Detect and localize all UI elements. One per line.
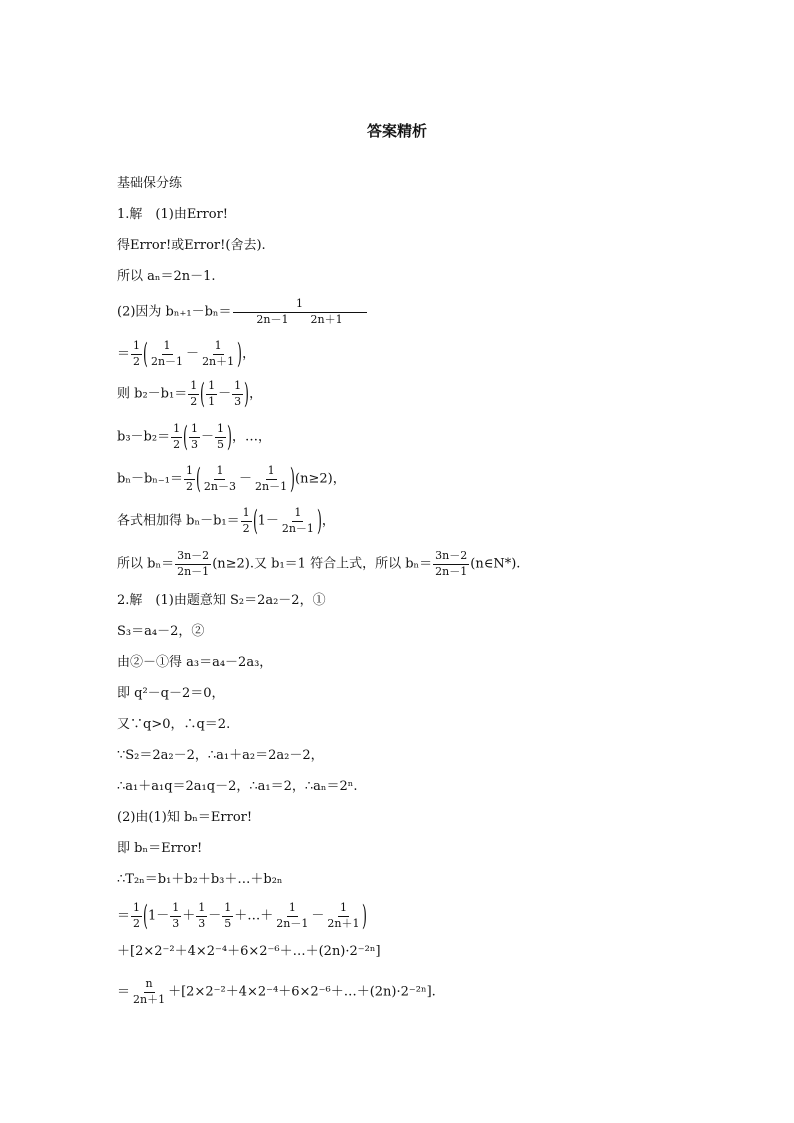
fraction-den: 2n－1 2n＋1 xyxy=(256,312,343,326)
p2-line12: ＋[2×2⁻²＋4×2⁻⁴＋6×2⁻⁶＋…＋(2n)·2⁻²ⁿ] xyxy=(117,944,381,959)
p2-line5: 又∵q>0，∴q＝2. xyxy=(117,717,231,732)
fraction-half: $\frac{1}{2}$ xyxy=(242,506,250,535)
fraction: $\frac{1}{2n-1}$ xyxy=(255,464,288,493)
p1-line6: 则 b₂－b₁＝ $\frac{1}{2}$ ( $\frac{1}{1}$ － $\frac{1}{3}$ )， xyxy=(117,377,263,411)
fraction: $\frac{1}{2n+1}$ xyxy=(327,901,360,930)
p2-line8: (2)由(1)知 bₙ＝Error! xyxy=(117,810,253,825)
fraction xyxy=(233,298,367,326)
fraction: $\frac{1}{2n-1}$ xyxy=(281,506,314,535)
p1-line10: 所以 bₙ＝ $\frac{3n-2}{2n-1}$ (n≥2).又 b₁＝1 符合上式，所以 bₙ＝ $\frac{3n-2}{2n-1}$ (n∈N*). xyxy=(117,549,521,578)
p1-line3: 所以 aₙ＝2n－1. xyxy=(117,269,216,284)
p2-line13: ＝ $\frac{n}{2n+1}$ ＋[2×2⁻²＋4×2⁻⁴＋6×2⁻⁶＋…＋(2n)·2⁻²ⁿ]. xyxy=(117,977,436,1006)
fraction: $\frac{1}{2n-3}$ xyxy=(203,464,236,493)
p1-intro: 1.解 (1)由Error! xyxy=(117,207,229,222)
fraction: $\frac{1}{2n-1}$ xyxy=(150,339,184,368)
fraction-half xyxy=(131,340,142,368)
fraction-num: 1 xyxy=(131,340,142,355)
equals-sign: ＝ xyxy=(117,346,131,362)
fraction: $\frac{1}{2n+1}$ xyxy=(202,339,235,368)
fraction-half: $\frac{1}{2}$ xyxy=(185,464,193,493)
fraction-num: 1 xyxy=(233,298,367,313)
p1-line8: bₙ－bₙ₋₁＝ $\frac{1}{2}$ ( $\frac{1}{2n-3}$ － $\frac{1}{2n-1}$ )(n≥2)， xyxy=(117,462,346,496)
p2-line2: S₃＝a₄－2，② xyxy=(117,624,205,639)
section-heading: 基础保分练 xyxy=(117,176,183,191)
fraction: $\frac{1}{1}$ xyxy=(208,379,216,408)
fraction: $\frac{1}{2n-1}$ xyxy=(276,901,309,930)
p1-line4 xyxy=(117,298,368,326)
fraction-den: 2 xyxy=(133,354,141,368)
fraction: $\frac{1}{3}$ xyxy=(172,901,180,930)
p1-line4-prefix: (2)因为 bₙ₊₁－bₙ＝ xyxy=(117,304,232,320)
page-title: 答案精析 xyxy=(366,122,427,140)
p2-line9: 即 bₙ＝Error! xyxy=(117,841,203,856)
p2-line6: ∵S₂＝2a₂－2，∴a₁＋a₂＝2a₂－2， xyxy=(117,748,324,763)
fraction: $\frac{n}{2n+1}$ xyxy=(133,977,166,1006)
fraction-half: $\frac{1}{2}$ xyxy=(190,379,198,408)
fraction: $\frac{1}{3}$ xyxy=(234,379,242,408)
p1-line9: 各式相加得 bₙ－b₁＝ $\frac{1}{2}$ (1－ $\frac{1}{2n-1}$ )， xyxy=(117,504,335,538)
p2-line1: 2.解 (1)由题意知 S₂＝2a₂－2，① xyxy=(117,593,326,608)
p2-line11: ＝ $\frac{1}{2}$ (1－ $\frac{1}{3}$ ＋ $\frac{1}{3}$ － $\frac{1}{5}$ ＋…＋ $\frac{1}{2n-1}$ － $\frac{1}{2n+1}$ ) xyxy=(117,899,368,933)
p1-line7: b₃－b₂＝ $\frac{1}{2}$ ( $\frac{1}{3}$ － $\frac{1}{5}$ )，…， xyxy=(117,420,271,454)
fraction-half: $\frac{1}{2}$ xyxy=(173,422,181,451)
fraction: $\frac{3n-2}{2n-1}$ xyxy=(177,549,210,578)
fraction: $\frac{3n-2}{2n-1}$ xyxy=(435,549,468,578)
fraction: $\frac{1}{3}$ xyxy=(198,901,206,930)
p1-line5: ＝ $\frac{1}{2}$ ( $\frac{1}{2n-1}$ － $\frac{1}{2n+1}$ )， xyxy=(117,337,256,371)
p2-line7: ∴a₁＋a₁q＝2a₁q－2，∴a₁＝2，∴aₙ＝2ⁿ. xyxy=(117,779,358,794)
fraction: $\frac{1}{3}$ xyxy=(191,422,199,451)
p1-line2: 得Error!或Error!(舍去). xyxy=(117,238,266,253)
fraction: $\frac{1}{5}$ xyxy=(217,422,225,451)
p2-line4: 即 q²－q－2＝0， xyxy=(117,686,225,701)
p2-line10: ∴T₂ₙ＝b₁＋b₂＋b₃＋…＋b₂ₙ xyxy=(117,872,283,887)
fraction: $\frac{1}{5}$ xyxy=(224,901,232,930)
p2-line3: 由②－①得 a₃＝a₄－2a₃， xyxy=(117,655,273,670)
fraction-half: $\frac{1}{2}$ xyxy=(133,901,141,930)
